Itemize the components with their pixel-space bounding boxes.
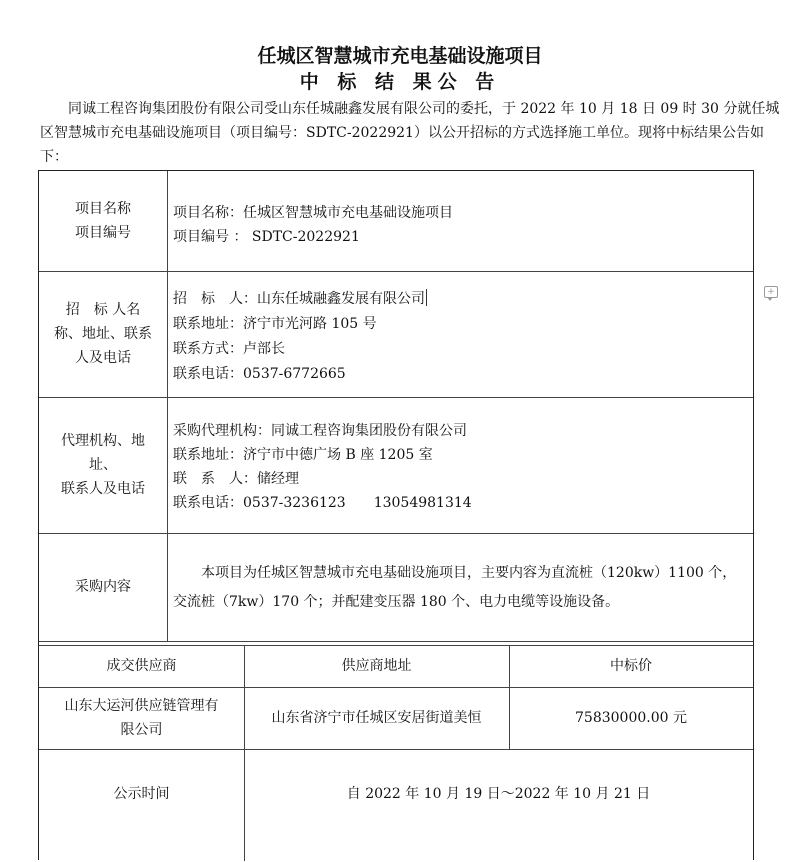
agency-content-cell (173, 419, 743, 515)
intro-paragraph (40, 97, 780, 169)
result-header-address: 供应商地址 (341, 658, 412, 674)
tenderer-label-line2: 称、地址、联系 (54, 326, 152, 342)
project-label-line2: 项目编号 (75, 225, 131, 241)
agency-phone: 联系电话：0537-3236123 13054981314 (173, 495, 472, 511)
col-divider (167, 171, 168, 641)
result-header-supplier: 成交供应商 (106, 658, 177, 674)
agency-label-line2: 址、 (89, 457, 117, 473)
publicity-label: 公示时间 (113, 786, 170, 802)
project-name: 项目名称：任城区智慧城市充电基础设施项目 (173, 205, 453, 221)
comment-plus-icon[interactable]: + (764, 286, 778, 298)
result-supplier-cell (39, 687, 244, 749)
document-subtitle: 中 标 结 果公 告 (299, 71, 501, 93)
result-supplier-line2: 限公司 (120, 722, 163, 738)
tenderer-name: 招 标 人：山东任城融鑫发展有限公司 (173, 291, 425, 307)
tenderer-label-line1: 招 标 人名 (65, 302, 141, 318)
procurement-content: 本项目为任城区智慧城市充电基础设施项目，主要内容为直流桩（120kw）1100 个，交流桩（7kw）170 个；并配建变压器 180 个、电力电缆等设施设备。 (173, 565, 737, 610)
publicity-period: 自 2022 年 10 月 19 日～2022 年 10 月 21 日 (346, 786, 651, 802)
tenderer-label-line3: 人及电话 (75, 350, 131, 366)
agency-label-line3: 联系人及电话 (61, 481, 145, 497)
text-cursor (426, 289, 427, 306)
procurement-label-cell (39, 533, 167, 641)
result-header-price: 中标价 (610, 658, 652, 674)
agency-name: 采购代理机构：同诚工程咨询集团股份有限公司 (173, 423, 467, 439)
agency-label-line1: 代理机构、地 (61, 433, 145, 449)
agency-label-cell (39, 397, 167, 533)
project-label-cell (39, 171, 167, 271)
agency-address: 联系地址：济宁市中德广场 B 座 1205 室 (173, 447, 433, 463)
tenderer-label-cell (39, 271, 167, 397)
intro-text: 同诚工程咨询集团股份有限公司受山东任城融鑫发展有限公司的委托，于 2022 年 10 月 18 日 09 时 30 分就任城区智慧城市充电基础设施项目（项目编号：SDTC-2022921）以公开招标的方式选择施工单位。现将中标结果公告如下： (40, 101, 780, 165)
agency-contact: 联 系 人：储经理 (173, 471, 299, 487)
project-number: 项目编号 ： SDTC-2022921 (173, 229, 360, 245)
result-table (38, 170, 754, 860)
project-label-line1: 项目名称 (75, 201, 131, 217)
tenderer-address: 联系地址：济宁市光河路 105 号 (173, 316, 377, 332)
document-title: 任城区智慧城市充电基础设施项目 (257, 45, 543, 67)
result-supplier-line1: 山东大运河供应链管理有 (64, 698, 219, 714)
tenderer-phone: 联系电话：0537-6772665 (173, 366, 346, 382)
tenderer-contact: 联系方式：卢部长 (173, 341, 285, 357)
result-address: 山东省济宁市任城区安居街道美恒 (271, 710, 482, 726)
procurement-label: 采购内容 (75, 579, 131, 595)
row-divider (39, 641, 753, 642)
project-content-cell (173, 201, 743, 249)
result-price: 75830000.00 元 (575, 710, 687, 726)
tenderer-content-cell (173, 287, 743, 387)
